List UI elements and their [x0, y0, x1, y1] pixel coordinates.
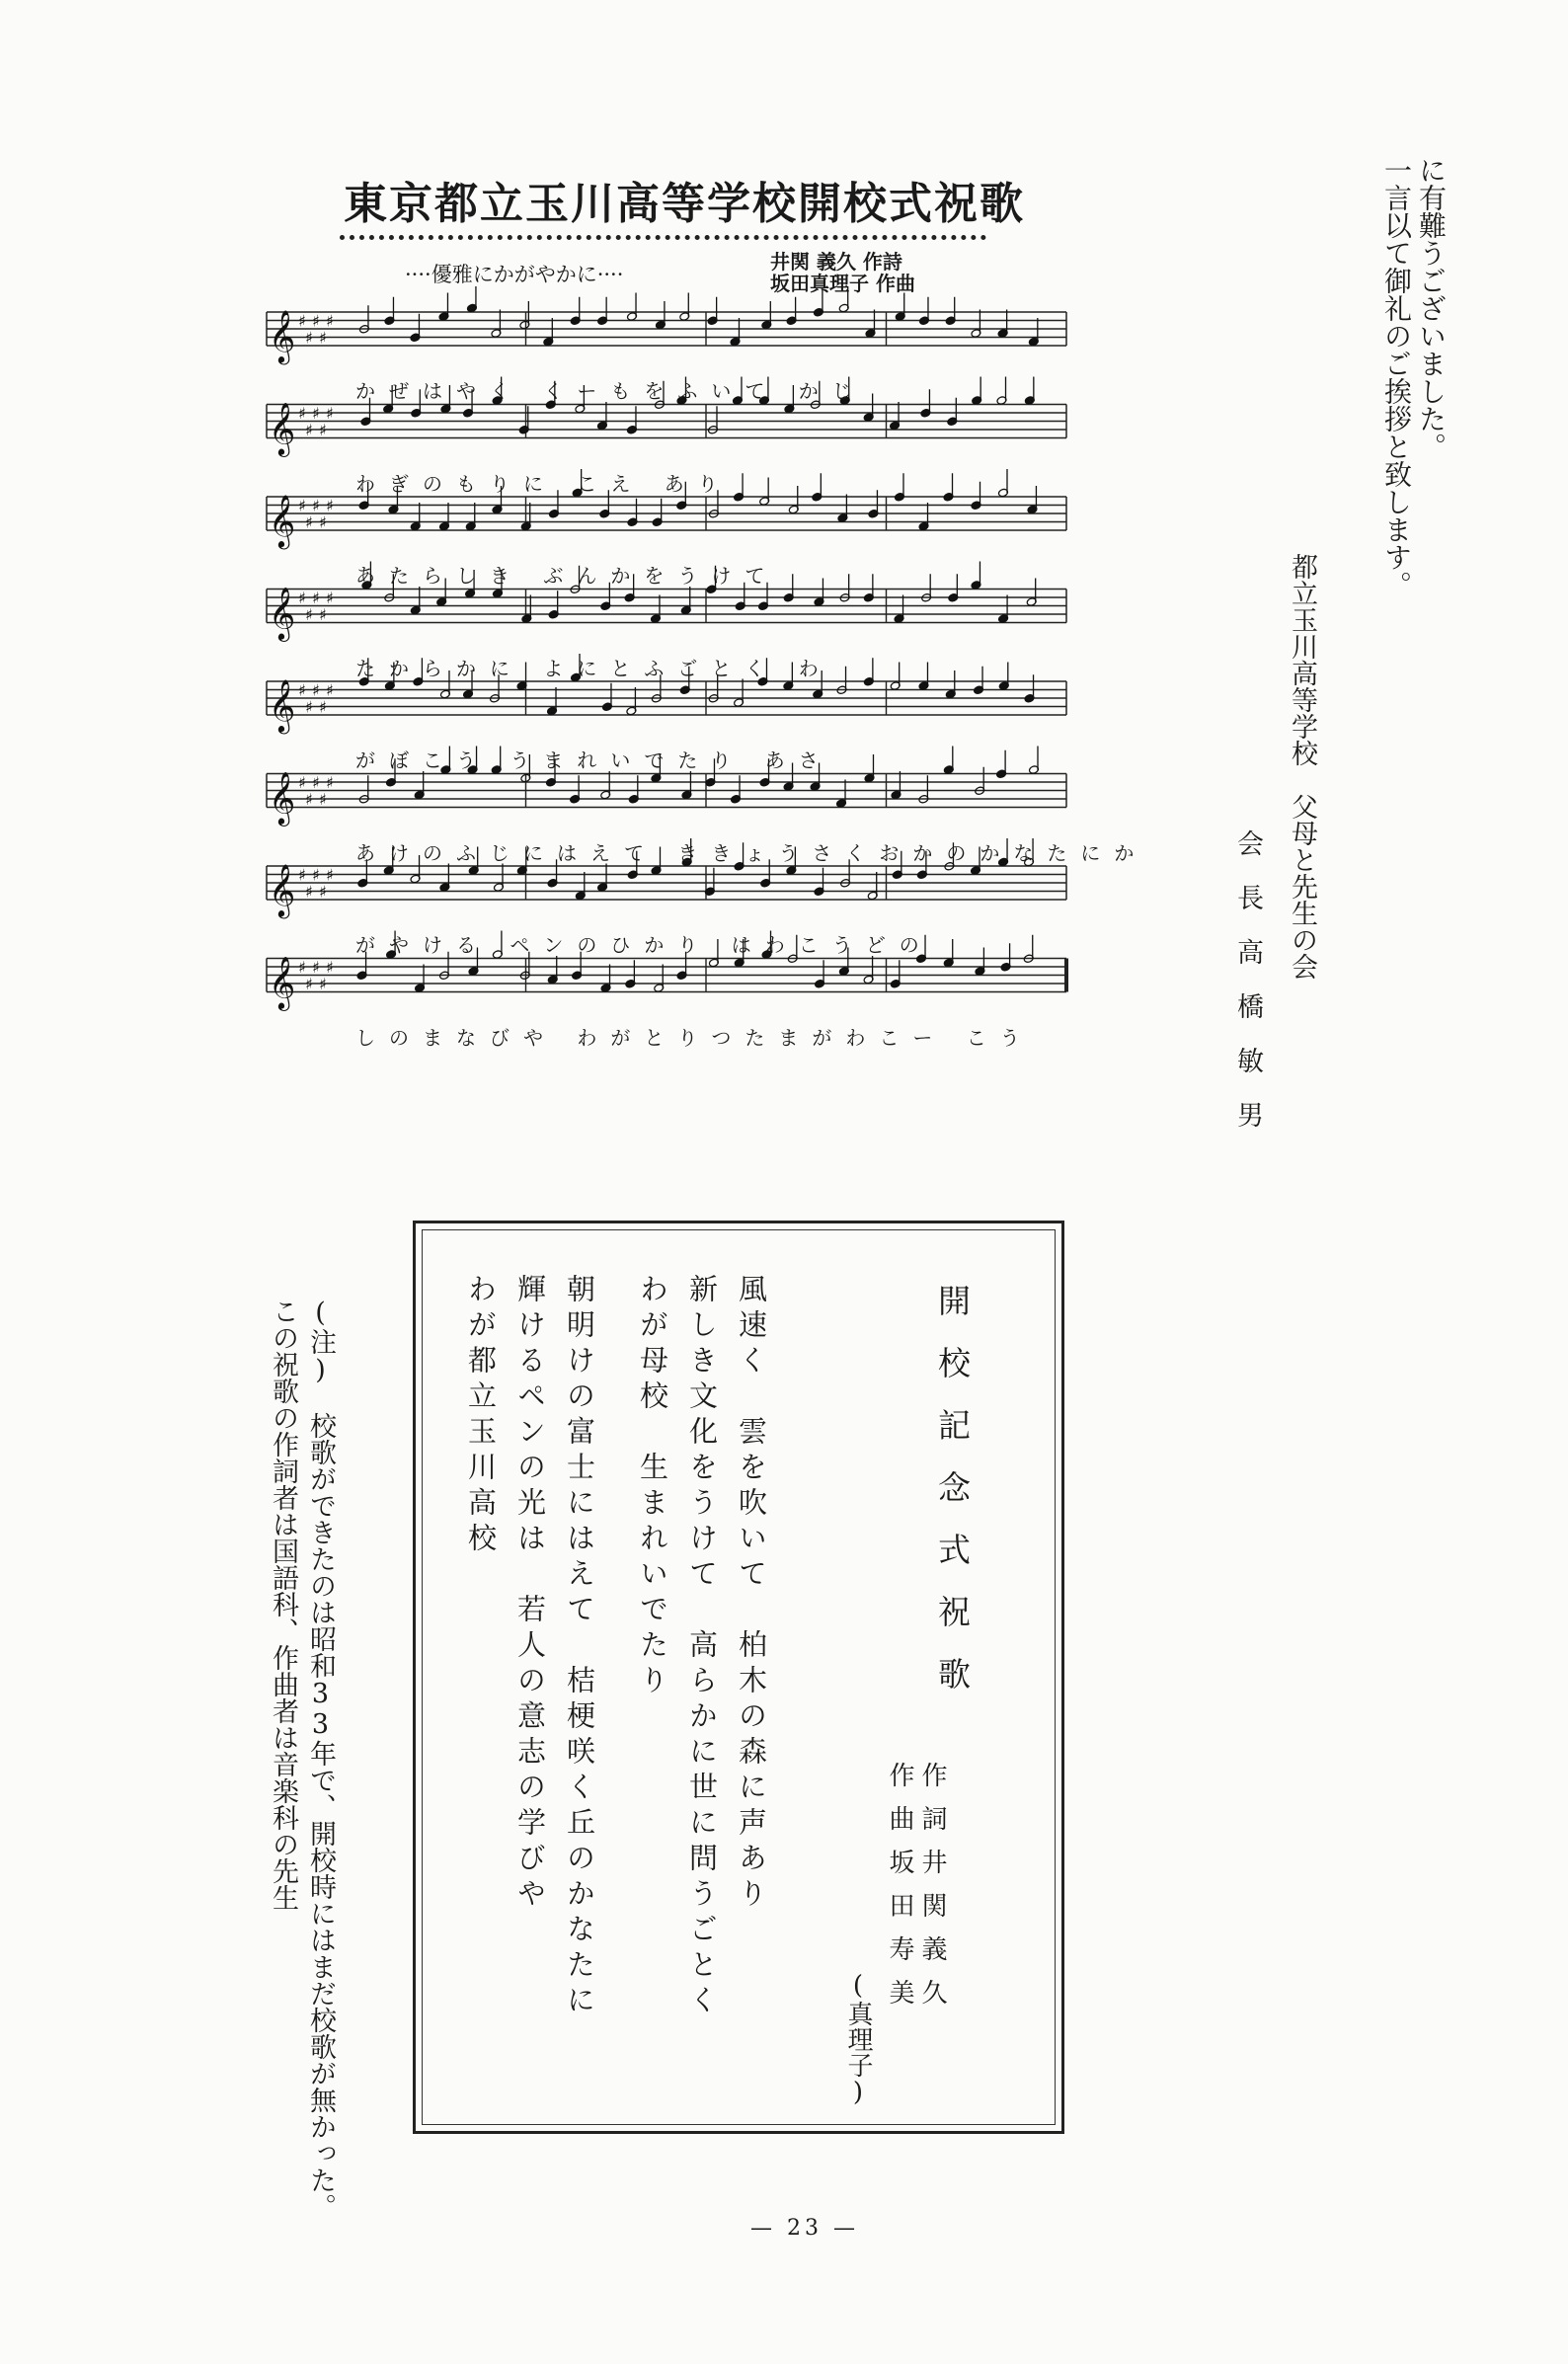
- score-lyric-row: たからかに よにとふごとく わ: [355, 656, 832, 680]
- svg-text:𝄞: 𝄞: [269, 678, 296, 732]
- poem-title: 開校記念式祝歌: [933, 1284, 972, 1719]
- score-lyric-row: がぼこう うまれいでたり あさ: [355, 749, 832, 772]
- svg-text:♯: ♯: [305, 882, 313, 902]
- svg-text:♯: ♯: [305, 605, 313, 624]
- svg-text:♯: ♯: [326, 404, 334, 423]
- svg-text:♯: ♯: [312, 680, 320, 700]
- president-name: 会長高橋敏男: [1232, 829, 1263, 1155]
- svg-text:♯: ♯: [312, 958, 320, 977]
- poem-line: 新しき文化をうけて 高らかに世に問うごとく: [685, 1274, 719, 2020]
- score-lyric-row: あたらしき ぶんかをうけて: [355, 564, 779, 588]
- svg-text:𝄞: 𝄞: [269, 955, 296, 1009]
- svg-text:♯: ♯: [326, 773, 334, 792]
- svg-text:♯: ♯: [305, 790, 313, 809]
- tempo-marking: ····優雅にかがやかに····: [405, 263, 624, 286]
- note-line-2: この祝歌の作詞者は国語科、作曲者は音楽科の先生: [268, 1298, 298, 1911]
- poem-line: わが母校 生まれいでたり: [636, 1274, 669, 1700]
- svg-text:♯: ♯: [319, 605, 327, 624]
- svg-text:♯: ♯: [312, 865, 320, 885]
- svg-text:♯: ♯: [326, 496, 334, 515]
- svg-text:♯: ♯: [298, 311, 306, 331]
- svg-text:𝄞: 𝄞: [269, 770, 296, 825]
- organization-name: 都立玉川高等学校 父母と先生の会: [1287, 553, 1317, 980]
- score-title: 東京都立玉川高等学校開校式祝歌: [344, 179, 1025, 229]
- svg-text:𝄞: 𝄞: [269, 586, 296, 640]
- svg-text:𝄞: 𝄞: [269, 401, 296, 455]
- svg-text:♯: ♯: [319, 882, 327, 902]
- svg-text:♯: ♯: [305, 421, 313, 439]
- svg-text:♯: ♯: [326, 680, 334, 700]
- svg-text:♯: ♯: [326, 865, 334, 885]
- svg-text:♯: ♯: [305, 512, 313, 532]
- svg-text:♯: ♯: [319, 975, 327, 993]
- poem-line: 輝けるペンの光は 若人の意志の学びや: [513, 1274, 547, 1914]
- poem-composer-alias: (真理子): [843, 1971, 873, 2107]
- closing-line-2: 一言以て御礼のご挨拶と致します。: [1380, 156, 1413, 598]
- page-number: — 23 —: [750, 2216, 859, 2241]
- poem-line: 朝明けの富士にはえて 桔梗咲く丘のかなたに: [563, 1274, 596, 2020]
- svg-text:♯: ♯: [305, 697, 313, 717]
- score-lyric-row: がやける ペンのひかり はわこうどの: [355, 933, 933, 957]
- svg-text:♯: ♯: [298, 404, 306, 423]
- poem-composer: 作曲坂田寿美: [885, 1762, 914, 2022]
- poem-line: わが都立玉川高校: [464, 1274, 498, 1558]
- svg-text:♯: ♯: [312, 311, 320, 331]
- svg-text:♯: ♯: [312, 404, 320, 423]
- svg-text:♯: ♯: [298, 589, 306, 607]
- svg-text:♯: ♯: [305, 975, 313, 993]
- svg-text:♯: ♯: [298, 773, 306, 792]
- score-lyric-row: あけのふじにはえて ききょうさくおかのかなたにか: [355, 840, 1148, 865]
- score-lyric-row: しのまなびや わがとりつたまがわこー こう: [355, 1025, 1034, 1050]
- svg-text:𝄞: 𝄞: [269, 863, 296, 916]
- svg-text:♯: ♯: [312, 589, 320, 607]
- svg-text:♯: ♯: [305, 328, 313, 348]
- svg-text:𝄞: 𝄞: [269, 494, 296, 547]
- poem-line: 風速く 雲を吹いて 柏木の森に声あり: [735, 1274, 768, 1914]
- svg-text:♯: ♯: [298, 496, 306, 515]
- svg-text:♯: ♯: [319, 328, 327, 348]
- svg-text:𝄞: 𝄞: [269, 309, 296, 362]
- svg-text:♯: ♯: [319, 697, 327, 717]
- score-credit-lyricist: 井関 義久 作詩: [770, 250, 902, 274]
- poem-lyricist: 作詞井関義久: [917, 1762, 947, 2022]
- svg-text:♯: ♯: [298, 680, 306, 700]
- svg-text:♯: ♯: [319, 790, 327, 809]
- svg-text:♯: ♯: [312, 773, 320, 792]
- score-lyric-row: かぜはやく くーもをふいて かじ: [355, 379, 866, 403]
- note-line-1: (注) 校歌ができたのは昭和33年で、開校時にはまだ校歌が無かった。: [305, 1298, 336, 2220]
- svg-text:♯: ♯: [319, 421, 327, 439]
- score-credit-composer: 坂田真理子 作曲: [770, 272, 915, 295]
- svg-text:♯: ♯: [326, 958, 334, 977]
- svg-text:♯: ♯: [326, 589, 334, 607]
- closing-line-1: に有難うございました。: [1415, 156, 1448, 460]
- title-dotted-rule: [340, 235, 986, 240]
- svg-text:♯: ♯: [319, 512, 327, 532]
- svg-text:♯: ♯: [298, 865, 306, 885]
- svg-text:♯: ♯: [312, 496, 320, 515]
- svg-text:♯: ♯: [326, 311, 334, 331]
- score-lyric-row: わぎのもりに こえ あり: [355, 471, 732, 496]
- svg-text:♯: ♯: [298, 958, 306, 977]
